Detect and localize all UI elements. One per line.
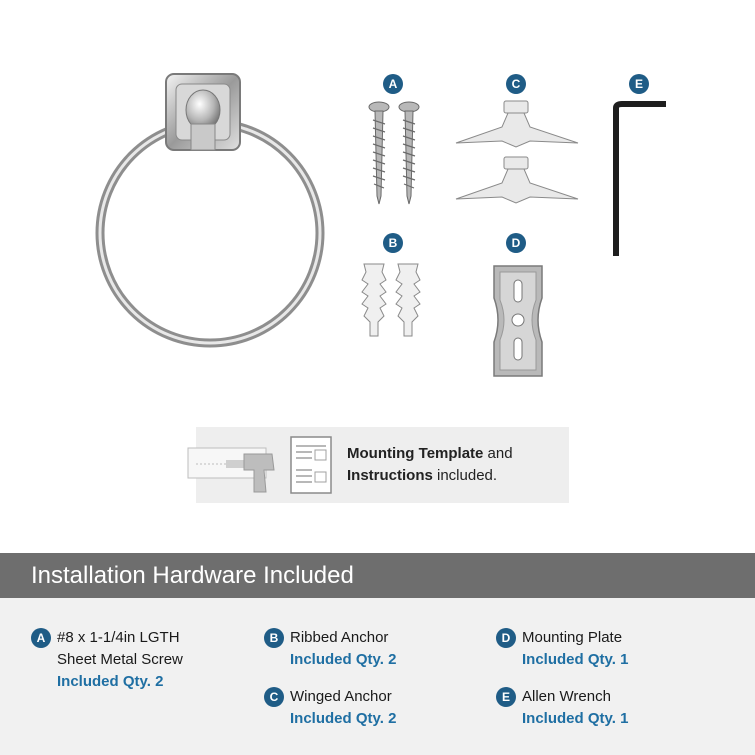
drill-template-icon (186, 440, 282, 494)
template-bold-1: Mounting Template (347, 445, 484, 462)
hardware-item-a (36, 627, 183, 693)
template-text-1: and (483, 445, 513, 462)
item-c-qty: Included Qty. 2 (290, 710, 397, 727)
section-banner (0, 553, 755, 598)
item-b-badge: B (264, 628, 284, 648)
item-a-qty: Included Qty. 2 (57, 673, 164, 690)
item-a-badge: A (31, 628, 51, 648)
item-d-qty: Included Qty. 1 (522, 651, 629, 668)
item-a-name: #8 x 1-1/4in LGTH (57, 629, 180, 646)
item-e-name: Allen Wrench (522, 688, 611, 705)
item-b-qty: Included Qty. 2 (290, 651, 397, 668)
label-a-badge: A (383, 74, 403, 94)
instructions-document-icon (290, 436, 332, 494)
item-c-badge: C (264, 687, 284, 707)
mounting-plate-image (490, 260, 546, 382)
hardware-item-e (501, 686, 629, 730)
label-e-badge: E (629, 74, 649, 94)
sheet-metal-screw-image (365, 100, 425, 208)
label-c-badge: C (506, 74, 526, 94)
hardware-item-b (269, 627, 397, 671)
allen-wrench-image (608, 96, 674, 260)
winged-anchor-image (452, 97, 582, 205)
label-d-badge: D (506, 233, 526, 253)
hardware-item-c (269, 686, 397, 730)
item-d-badge: D (496, 628, 516, 648)
item-e-badge: E (496, 687, 516, 707)
item-c-name: Winged Anchor (290, 688, 392, 705)
hardware-item-d (501, 627, 629, 671)
item-a-name-line2: Sheet Metal Screw (57, 651, 183, 668)
item-b-name: Ribbed Anchor (290, 629, 389, 646)
banner-title: Installation Hardware Included (31, 561, 354, 589)
item-e-qty: Included Qty. 1 (522, 710, 629, 727)
ribbed-anchor-image (360, 260, 426, 340)
template-bold-2: Instructions (347, 467, 433, 484)
template-note (347, 443, 562, 487)
towel-ring-image (80, 66, 340, 356)
template-text-2: included. (432, 467, 498, 484)
item-d-name: Mounting Plate (522, 629, 623, 646)
label-b-badge: B (383, 233, 403, 253)
